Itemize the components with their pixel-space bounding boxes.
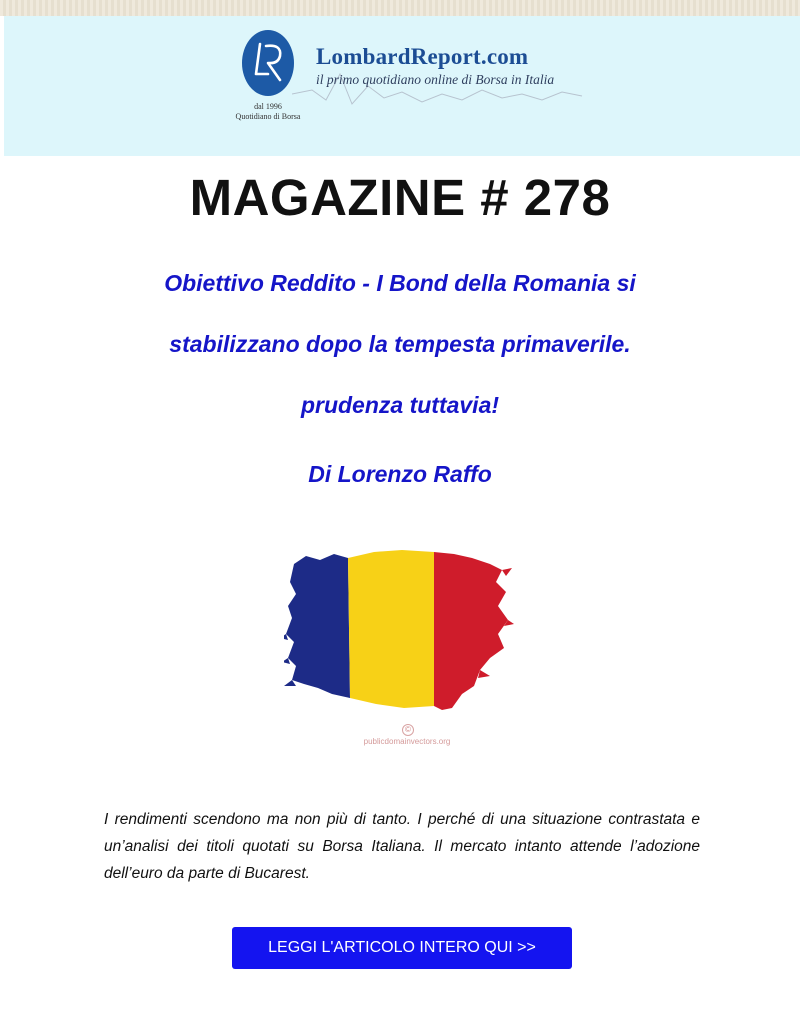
lr-monogram-icon	[242, 30, 294, 96]
logo-since-subtitle: Quotidiano di Borsa	[235, 112, 301, 121]
top-decorative-strip	[0, 0, 800, 16]
logo-title: LombardReport.com	[316, 44, 529, 69]
copyright-icon: ©	[402, 724, 414, 736]
lombardreport-logo[interactable]	[230, 30, 590, 140]
flag-blue-stripe	[286, 554, 350, 698]
flag-red-stripe	[434, 552, 508, 710]
headline-line-1: Obiettivo Reddito - I Bond della Romania si	[164, 270, 636, 296]
magazine-issue-title: MAGAZINE # 278	[189, 169, 611, 226]
flag-yellow-stripe	[348, 550, 434, 708]
headline-line-3: prudenza tuttavia!	[300, 392, 500, 418]
article-byline: Di Lorenzo Raffo	[308, 461, 492, 487]
image-credit: publicdomainvectors.org	[363, 737, 451, 746]
logo-tagline: il primo quotidiano online di Borsa in Italia	[316, 72, 555, 87]
romania-flag-image	[284, 546, 514, 716]
headline-line-2: stabilizzano dopo la tempesta primaverile.	[169, 331, 631, 357]
article-summary: I rendimenti scendono ma non più di tanto. I perché di una situazione contrastata e un’analisi dei titoli quotati su Borsa Italiana. Il mercato intanto attende l’adozione dell’euro da parte di Bucarest.	[104, 811, 700, 882]
logo-since-year: dal 1996	[254, 102, 282, 111]
read-full-article-button[interactable]: LEGGI L'ARTICOLO INTERO QUI >>	[232, 927, 572, 969]
